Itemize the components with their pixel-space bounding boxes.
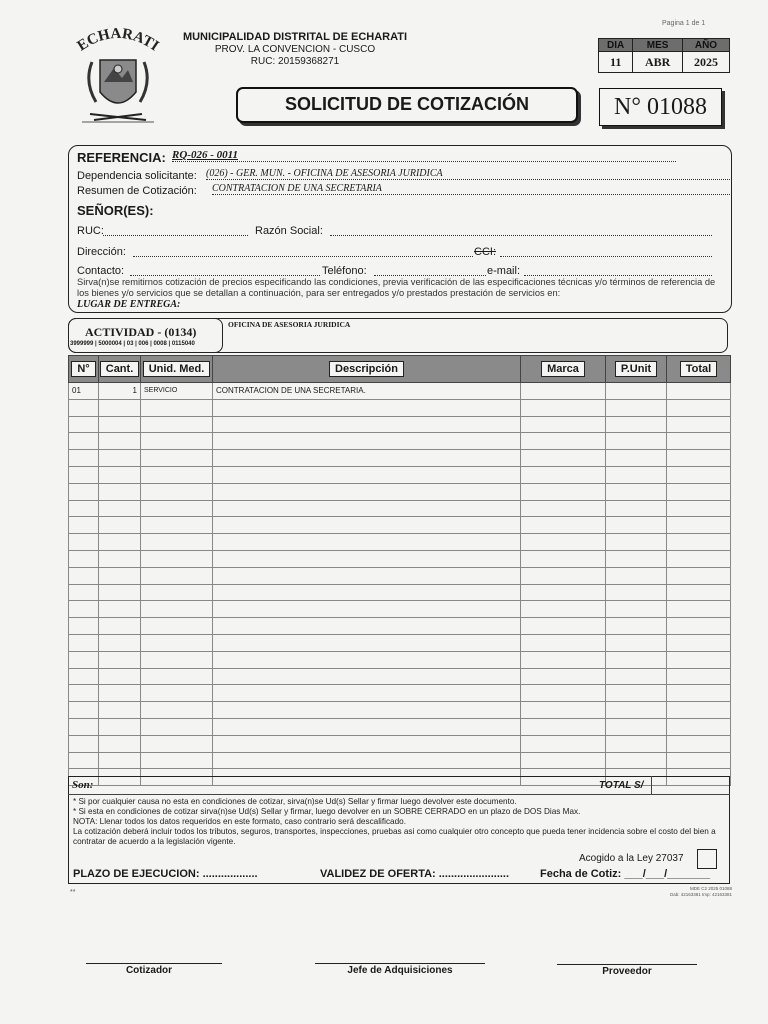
cell-total[interactable] [667, 685, 731, 702]
col-header-unit-price: P.Unit [606, 356, 667, 383]
cell-number [69, 618, 99, 635]
email-label: e-mail: [487, 265, 521, 277]
cell-description [213, 618, 521, 635]
cell-total[interactable] [667, 584, 731, 601]
cell-unit [141, 450, 213, 467]
cell-brand[interactable] [521, 601, 606, 618]
cell-unit [141, 718, 213, 735]
footer-divider [68, 794, 730, 795]
note-2: * Si esta en condiciones de cotizar sirva(n)se Ud(s) Sellar y firmar, luego devolver en un SOBRE CERRADO en un plazo de DOS Dias Max. [73, 807, 581, 816]
cell-total[interactable] [667, 718, 731, 735]
cell-unit-price[interactable] [606, 399, 667, 416]
activity-office: OFICINA DE ASESORIA JURIDICA [228, 320, 351, 329]
cell-unit-price[interactable] [606, 735, 667, 752]
cell-number [69, 416, 99, 433]
senores-label: SEÑOR(ES): [77, 203, 154, 218]
cell-unit [141, 601, 213, 618]
cell-unit [141, 500, 213, 517]
cell-quantity [99, 702, 141, 719]
cell-description [213, 702, 521, 719]
cell-quantity [99, 735, 141, 752]
cell-quantity [99, 601, 141, 618]
print-code-2: Dab: 42163381 Imp: 42163381 [670, 892, 733, 897]
cell-unit [141, 534, 213, 551]
contact-field[interactable] [130, 275, 320, 276]
cell-total[interactable] [667, 500, 731, 517]
cell-number [69, 500, 99, 517]
cell-quantity [99, 450, 141, 467]
cell-unit-price[interactable] [606, 752, 667, 769]
cell-unit-price[interactable] [606, 618, 667, 635]
phone-field[interactable] [374, 275, 486, 276]
cell-unit [141, 433, 213, 450]
total-field[interactable] [651, 776, 731, 794]
cell-description [213, 450, 521, 467]
cell-total[interactable] [667, 651, 731, 668]
cell-total[interactable] [667, 534, 731, 551]
cell-brand[interactable] [521, 718, 606, 735]
cell-unit [141, 668, 213, 685]
cell-unit-price[interactable] [606, 702, 667, 719]
validez-oferta: VALIDEZ DE OFERTA: ....................... [320, 868, 510, 880]
cell-number [69, 718, 99, 735]
cell-unit [141, 752, 213, 769]
razon-social-field[interactable] [330, 235, 712, 236]
date-month-label: MES [633, 39, 683, 52]
municipal-logo [70, 22, 166, 134]
cell-unit-price[interactable] [606, 450, 667, 467]
note-1: * Si por cualquier causa no esta en condiciones de cotizar, sirva(n)se Ud(s) Sellar y firmar luego devolver este documento. [73, 797, 517, 806]
date-year-value: 2025 [682, 52, 729, 73]
cell-description [213, 500, 521, 517]
cell-total[interactable] [667, 466, 731, 483]
cell-number [69, 584, 99, 601]
table-row [69, 685, 731, 702]
cell-number [69, 466, 99, 483]
table-row [69, 483, 731, 500]
cell-description [213, 752, 521, 769]
table-row [69, 500, 731, 517]
cell-number [69, 685, 99, 702]
cell-unit-price[interactable] [606, 500, 667, 517]
cell-total[interactable] [667, 668, 731, 685]
cci-label: CCI: [474, 246, 496, 258]
cell-quantity [99, 584, 141, 601]
table-row [69, 601, 731, 618]
cell-brand[interactable] [521, 383, 606, 400]
cell-total[interactable] [667, 399, 731, 416]
header-municipality: MUNICIPALIDAD DISTRITAL DE ECHARATI [182, 31, 408, 43]
cell-number [69, 735, 99, 752]
cell-quantity [99, 567, 141, 584]
cell-brand[interactable] [521, 550, 606, 567]
cell-total[interactable] [667, 383, 731, 400]
col-header-unit: Unid. Med. [141, 356, 213, 383]
cell-unit-price[interactable] [606, 718, 667, 735]
cell-brand[interactable] [521, 668, 606, 685]
cell-description [213, 584, 521, 601]
cell-description: CONTRATACION DE UNA SECRETARIA. [213, 383, 521, 400]
cell-quantity [99, 668, 141, 685]
cell-description [213, 718, 521, 735]
cell-description [213, 735, 521, 752]
cell-quantity [99, 685, 141, 702]
reference-label: REFERENCIA: [77, 150, 166, 165]
cell-description [213, 517, 521, 534]
cell-number [69, 550, 99, 567]
cell-unit [141, 466, 213, 483]
cell-unit-price[interactable] [606, 634, 667, 651]
cell-brand[interactable] [521, 466, 606, 483]
cell-quantity [99, 416, 141, 433]
document-number: N° 01088 [599, 88, 722, 126]
cell-number [69, 634, 99, 651]
signature-cotizador: Cotizador [125, 965, 173, 976]
signature-line-proveedor [557, 964, 697, 965]
table-row [69, 752, 731, 769]
cell-unit-price[interactable] [606, 567, 667, 584]
date-day-value: 11 [599, 52, 633, 73]
table-row [69, 450, 731, 467]
asterisks: ** [70, 889, 76, 896]
col-header-total: Total [667, 356, 731, 383]
address-field[interactable] [133, 256, 473, 257]
cell-description [213, 433, 521, 450]
cell-number [69, 651, 99, 668]
cell-total[interactable] [667, 450, 731, 467]
cell-brand[interactable] [521, 567, 606, 584]
cell-description [213, 668, 521, 685]
cell-unit [141, 399, 213, 416]
table-row [69, 550, 731, 567]
cell-unit-price[interactable] [606, 416, 667, 433]
table-row [69, 651, 731, 668]
cell-total[interactable] [667, 517, 731, 534]
cell-quantity [99, 399, 141, 416]
cell-quantity [99, 466, 141, 483]
cell-unit [141, 634, 213, 651]
header-ruc: RUC: 20159368271 [250, 56, 340, 67]
cell-unit-price[interactable] [606, 534, 667, 551]
phone-label: Teléfono: [322, 265, 367, 277]
cell-number [69, 450, 99, 467]
note-3: NOTA: Llenar todos los datos requeridos en este formato, caso contrario será descalificado. [73, 817, 406, 826]
signature-line-cotizador [86, 963, 222, 964]
table-row [69, 399, 731, 416]
table-header-row [69, 356, 731, 383]
cell-brand[interactable] [521, 500, 606, 517]
cell-quantity [99, 433, 141, 450]
cell-brand[interactable] [521, 685, 606, 702]
cell-unit [141, 567, 213, 584]
cell-number [69, 601, 99, 618]
cell-brand[interactable] [521, 634, 606, 651]
address-label: Dirección: [77, 246, 126, 258]
cell-brand[interactable] [521, 584, 606, 601]
delivery-place-label: LUGAR DE ENTREGA: [77, 299, 181, 310]
cell-unit [141, 735, 213, 752]
cell-total[interactable] [667, 601, 731, 618]
cell-description [213, 550, 521, 567]
cell-unit [141, 651, 213, 668]
cell-brand[interactable] [521, 618, 606, 635]
table-row [69, 517, 731, 534]
reference-value: RQ-026 - 0011 [172, 149, 676, 162]
cell-brand[interactable] [521, 399, 606, 416]
acogido-label: Acogido a la Ley 27037 [579, 853, 684, 864]
table-row [69, 702, 731, 719]
cell-description [213, 567, 521, 584]
razon-social-label: Razón Social: [255, 225, 323, 237]
cell-number [69, 752, 99, 769]
cell-unit: SERVICIO [141, 383, 213, 400]
cell-description [213, 483, 521, 500]
cell-unit [141, 618, 213, 635]
cell-total[interactable] [667, 483, 731, 500]
cell-unit-price[interactable] [606, 383, 667, 400]
date-year-label: AÑO [682, 39, 729, 52]
cell-number [69, 433, 99, 450]
cell-unit [141, 584, 213, 601]
summary-label: Resumen de Cotización: [77, 185, 197, 197]
email-field[interactable] [524, 275, 712, 276]
col-header-number: N° [69, 356, 99, 383]
cell-quantity [99, 618, 141, 635]
cell-total[interactable] [667, 618, 731, 635]
cell-total[interactable] [667, 752, 731, 769]
fecha-cotizacion: Fecha de Cotiz: ___/___/_______ [540, 868, 710, 880]
cell-quantity [99, 534, 141, 551]
cell-quantity [99, 718, 141, 735]
cell-quantity [99, 752, 141, 769]
cell-unit-price[interactable] [606, 651, 667, 668]
print-code-1: MDE C2 2025 01088 [690, 886, 733, 891]
cell-description [213, 601, 521, 618]
table-row [69, 618, 731, 635]
cell-unit-price[interactable] [606, 433, 667, 450]
instructions-text: Sirva(n)se remitirnos cotización de precios especificando las condiciones, previa verificación de las especificaciones técnicas y/o términos de referencia de los bienes y/o servicios que se detallan a continuación, para ser entregados y/o prestados prestación de servicios en: [77, 277, 716, 298]
cell-quantity: 1 [99, 383, 141, 400]
cell-brand[interactable] [521, 651, 606, 668]
cell-unit-price[interactable] [606, 550, 667, 567]
cell-quantity [99, 483, 141, 500]
col-header-quantity: Cant. [99, 356, 141, 383]
cell-description [213, 651, 521, 668]
cell-total[interactable] [667, 433, 731, 450]
table-row [69, 433, 731, 450]
table-row [69, 416, 731, 433]
date-day-label: DIA [599, 39, 633, 52]
cell-quantity [99, 550, 141, 567]
cell-number [69, 483, 99, 500]
cell-brand[interactable] [521, 483, 606, 500]
cell-description [213, 534, 521, 551]
cell-brand[interactable] [521, 752, 606, 769]
cell-unit-price[interactable] [606, 601, 667, 618]
table-row [69, 584, 731, 601]
summary-value: CONTRATACION DE UNA SECRETARIA [212, 183, 730, 195]
cell-quantity [99, 517, 141, 534]
cell-number [69, 399, 99, 416]
cell-number [69, 567, 99, 584]
cell-unit [141, 416, 213, 433]
cell-unit-price[interactable] [606, 483, 667, 500]
cell-brand[interactable] [521, 534, 606, 551]
cell-total[interactable] [667, 567, 731, 584]
cell-unit [141, 685, 213, 702]
signature-jefe-adquisiciones: Jefe de Adquisiciones [347, 965, 453, 976]
cell-total[interactable] [667, 735, 731, 752]
document-title: SOLICITUD DE COTIZACIÓN [236, 87, 578, 123]
cell-total[interactable] [667, 634, 731, 651]
cell-description [213, 466, 521, 483]
cci-field[interactable] [500, 256, 712, 257]
cell-total[interactable] [667, 550, 731, 567]
acogido-checkbox[interactable] [697, 849, 717, 869]
cell-quantity [99, 634, 141, 651]
items-table [68, 355, 731, 786]
cell-unit-price[interactable] [606, 466, 667, 483]
cell-unit-price[interactable] [606, 517, 667, 534]
date-month-value: ABR [633, 52, 683, 73]
table-row [69, 668, 731, 685]
cell-number [69, 517, 99, 534]
note-4: La cotización deberá incluir todos los tributos, seguros, transportes, inspecciones, pruebas asi como cualquier otro concepto que pueda tener incidencia sobre el costo del bien a contratar de acuerdo a la legislación vigente. [73, 827, 716, 846]
cell-number [69, 668, 99, 685]
cell-unit-price[interactable] [606, 685, 667, 702]
cell-brand[interactable] [521, 433, 606, 450]
activity-label: ACTIVIDAD - (0134) [85, 325, 197, 339]
contact-label: Contacto: [77, 265, 125, 277]
table-row [69, 466, 731, 483]
cell-brand[interactable] [521, 416, 606, 433]
son-label: Son: [72, 779, 94, 791]
table-row [69, 383, 731, 400]
header-province: PROV. LA CONVENCION - CUSCO [214, 44, 376, 55]
cell-brand[interactable] [521, 517, 606, 534]
cell-unit [141, 483, 213, 500]
ruc-label: RUC: [77, 225, 104, 237]
cell-unit [141, 550, 213, 567]
cell-brand[interactable] [521, 450, 606, 467]
plazo-ejecucion: PLAZO DE EJECUCION: .................. [73, 868, 258, 880]
cell-description [213, 399, 521, 416]
activity-codes: 3999999 | 5000004 | 03 | 006 | 0008 | 0115040 [70, 341, 195, 347]
dependency-value: (026) - GER. MUN. - OFICINA DE ASESORIA JURIDICA [206, 168, 730, 180]
cell-description [213, 685, 521, 702]
cell-total[interactable] [667, 416, 731, 433]
signature-line-jefe [315, 963, 485, 964]
dependency-label: Dependencia solicitante: [77, 170, 197, 182]
table-row [69, 534, 731, 551]
table-row [69, 567, 731, 584]
total-label: TOTAL S/ [599, 780, 644, 791]
page-indicator: Pagina 1 de 1 [662, 20, 706, 27]
svg-text:ECHARATI: ECHARATI [74, 25, 162, 55]
cell-description [213, 416, 521, 433]
cell-unit-price[interactable] [606, 584, 667, 601]
col-header-description: Descripción [213, 356, 521, 383]
cell-quantity [99, 651, 141, 668]
table-row [69, 718, 731, 735]
cell-number [69, 534, 99, 551]
date-table [598, 38, 730, 73]
cell-total[interactable] [667, 702, 731, 719]
ruc-field[interactable] [103, 235, 248, 236]
cell-unit-price[interactable] [606, 668, 667, 685]
cell-brand[interactable] [521, 702, 606, 719]
col-header-brand: Marca [521, 356, 606, 383]
cell-quantity [99, 500, 141, 517]
signature-proveedor: Proveedor [602, 966, 652, 977]
cell-number [69, 702, 99, 719]
cell-number: 01 [69, 383, 99, 400]
table-row [69, 735, 731, 752]
cell-unit [141, 702, 213, 719]
cell-brand[interactable] [521, 735, 606, 752]
cell-description [213, 634, 521, 651]
table-row [69, 634, 731, 651]
cell-unit [141, 517, 213, 534]
